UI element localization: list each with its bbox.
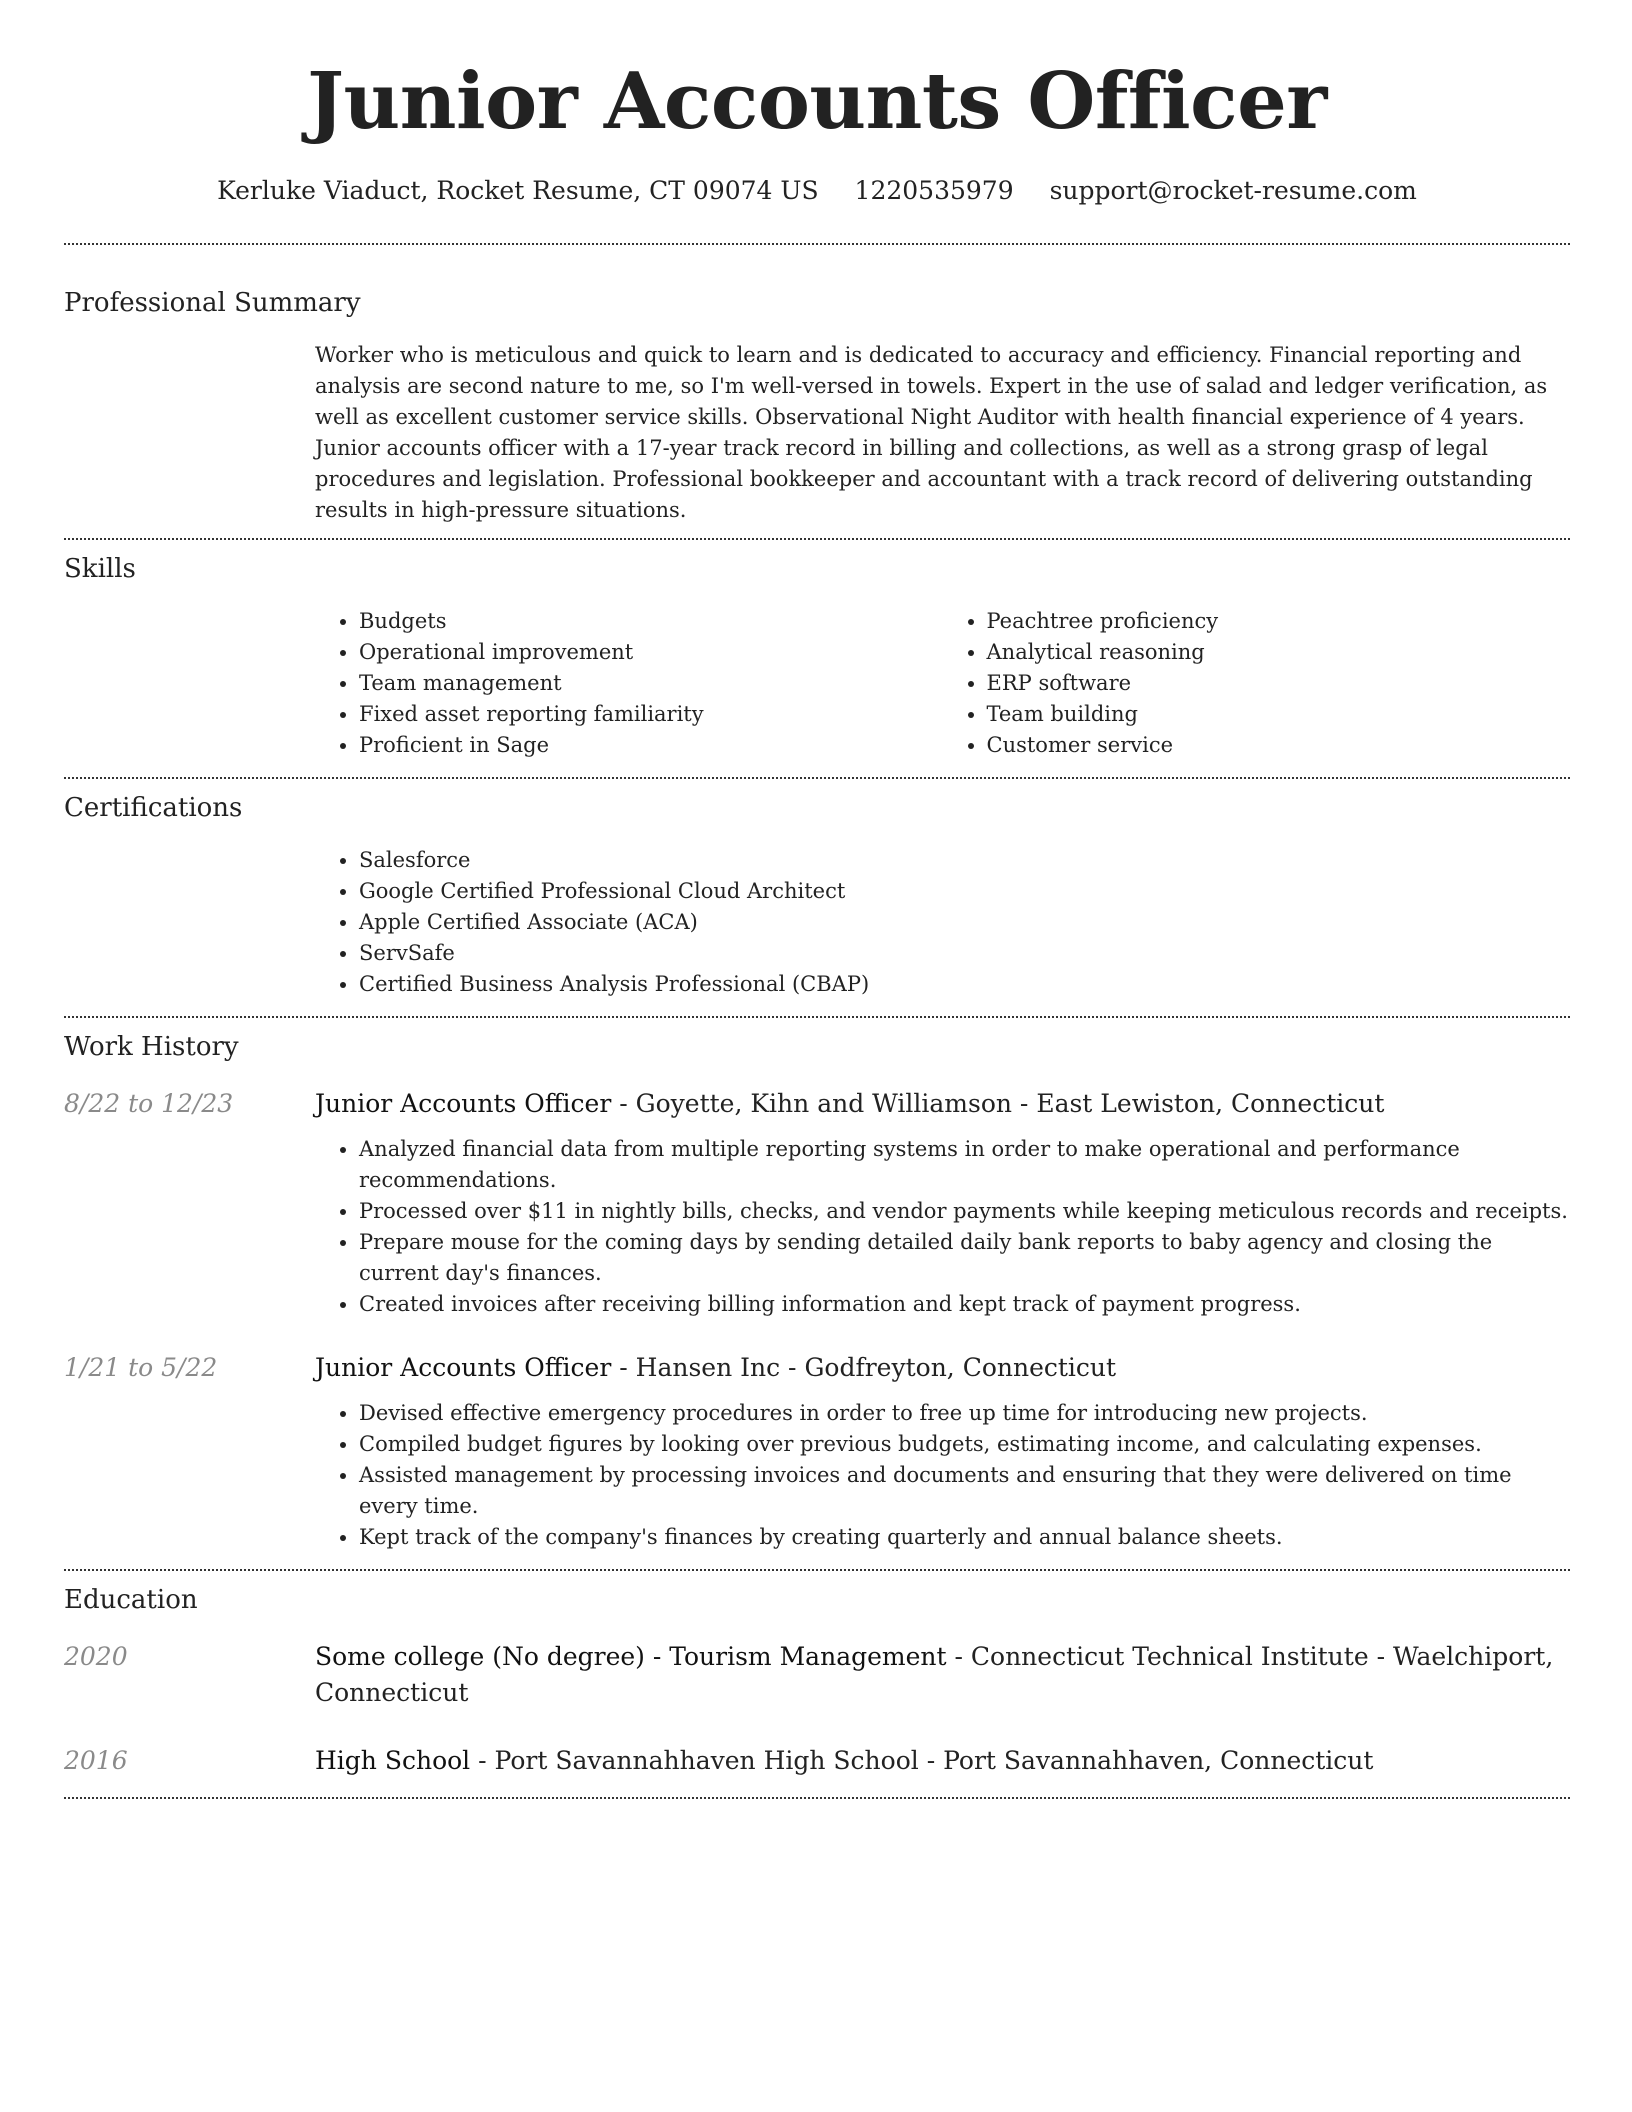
job-employer: - Hansen Inc - Godfreyton, Connecticut: [611, 1353, 1117, 1382]
contact-address: Kerluke Viaduct, Rocket Resume, CT 09074 US: [217, 176, 819, 205]
certification-item: • Certified Business Analysis Professional (CBAP): [359, 969, 1570, 1000]
job-entry: [64, 1086, 1570, 1320]
certifications-title: Certifications: [64, 793, 243, 823]
education-degree: High School: [315, 1746, 471, 1775]
job-role: Junior Accounts Officer: [315, 1089, 612, 1118]
education-heading: [315, 1743, 1570, 1779]
job-heading: [315, 1086, 1570, 1122]
job-bullet: • Created invoices after receiving billing information and kept track of payment progress.: [359, 1289, 1570, 1320]
resume-name: Junior Accounts Officer: [307, 56, 1327, 147]
certification-item: • Google Certified Professional Cloud Architect: [359, 876, 1570, 907]
skills-list-right: [943, 606, 1571, 761]
contact-email: support@rocket-resume.com: [1049, 176, 1417, 205]
skill-item: • Proficient in Sage: [359, 730, 943, 761]
job-entry: [64, 1350, 1570, 1553]
education-section: [64, 1583, 1570, 1779]
summary-text: Worker who is meticulous and quick to learn and is dedicated to accuracy and efficiency. Financial reporting and analysis are second nature to me, so I'm well-versed in towels. Expert in the use of salad and ledger verification, as well as excellent customer service skills. Observational Night Auditor with health financial experience of 4 years. Junior accounts officer with a 17-year track record in billing and collections, as well as a strong grasp of legal procedures and legislation. Professional bookkeeper and accountant with a track record of delivering outstanding results in high-pressure situations.: [315, 343, 1548, 522]
education-school: - Connecticut Technical Institute - Waelchiport, Connecticut: [315, 1642, 1554, 1707]
divider: [64, 1797, 1570, 1799]
job-bullet: • Kept track of the company's finances by creating quarterly and annual balance sheets.: [359, 1522, 1570, 1553]
skill-item: • Budgets: [359, 606, 943, 637]
job-bullet: • Processed over $11 in nightly bills, checks, and vendor payments while keeping meticulous records and receipts.: [359, 1196, 1570, 1227]
education-heading: [315, 1639, 1570, 1711]
summary-title: Professional Summary: [64, 288, 361, 318]
education-entry: [64, 1743, 1570, 1779]
job-bullet: • Assisted management by processing invoices and documents and ensuring that they were delivered on time every time.: [359, 1460, 1570, 1522]
job-dates: 8/22 to 12/23: [64, 1089, 234, 1118]
contact-phone: 1220535979: [854, 176, 1014, 205]
education-year: 2020: [64, 1642, 128, 1671]
skill-item: • ERP software: [987, 668, 1571, 699]
job-dates: 1/21 to 5/22: [64, 1353, 218, 1382]
education-year: 2016: [64, 1746, 128, 1775]
certifications-list: [315, 845, 1570, 1000]
resume-page: [64, 0, 1570, 1799]
job-heading: [315, 1350, 1570, 1386]
divider: [64, 243, 1570, 245]
skills-grid: [315, 606, 1570, 761]
job-bullet: • Devised effective emergency procedures in order to free up time for introducing new projects.: [359, 1398, 1570, 1429]
skills-section: [64, 552, 1570, 761]
job-role: Junior Accounts Officer: [315, 1353, 612, 1382]
skill-item: • Peachtree proficiency: [987, 606, 1571, 637]
divider: [64, 777, 1570, 779]
education-title: Education: [64, 1585, 198, 1615]
education-degree: Some college (No degree) - Tourism Management: [315, 1642, 947, 1671]
education-school: - Port Savannahhaven High School - Port Savannahhaven, Connecticut: [470, 1746, 1374, 1775]
work-section: [64, 1030, 1570, 1553]
certification-item: • ServSafe: [359, 938, 1570, 969]
skill-item: • Operational improvement: [359, 637, 943, 668]
skill-item: • Team building: [987, 699, 1571, 730]
skill-item: • Customer service: [987, 730, 1571, 761]
divider: [64, 1016, 1570, 1018]
divider: [64, 1569, 1570, 1571]
education-entry: [64, 1639, 1570, 1711]
skills-title: Skills: [64, 554, 136, 584]
job-bullet: • Compiled budget figures by looking over previous budgets, estimating income, and calculating expenses.: [359, 1429, 1570, 1460]
certifications-section: [64, 791, 1570, 1000]
job-employer: - Goyette, Kihn and Williamson - East Lewiston, Connecticut: [611, 1089, 1385, 1118]
contact-line: [64, 174, 1570, 208]
skill-item: • Analytical reasoning: [987, 637, 1571, 668]
job-bullets: [315, 1398, 1570, 1553]
divider: [64, 538, 1570, 540]
job-bullet: • Prepare mouse for the coming days by sending detailed daily bank reports to baby agency and closing the current day's finances.: [359, 1227, 1570, 1289]
skill-item: • Fixed asset reporting familiarity: [359, 699, 943, 730]
job-bullet: • Analyzed financial data from multiple reporting systems in order to make operational and performance recommendations.: [359, 1134, 1570, 1196]
skill-item: • Team management: [359, 668, 943, 699]
certification-item: • Apple Certified Associate (ACA): [359, 907, 1570, 938]
job-bullets: [315, 1134, 1570, 1320]
skills-list-left: [315, 606, 943, 761]
certification-item: • Salesforce: [359, 845, 1570, 876]
summary-section: [64, 286, 1570, 526]
work-title: Work History: [64, 1032, 239, 1062]
